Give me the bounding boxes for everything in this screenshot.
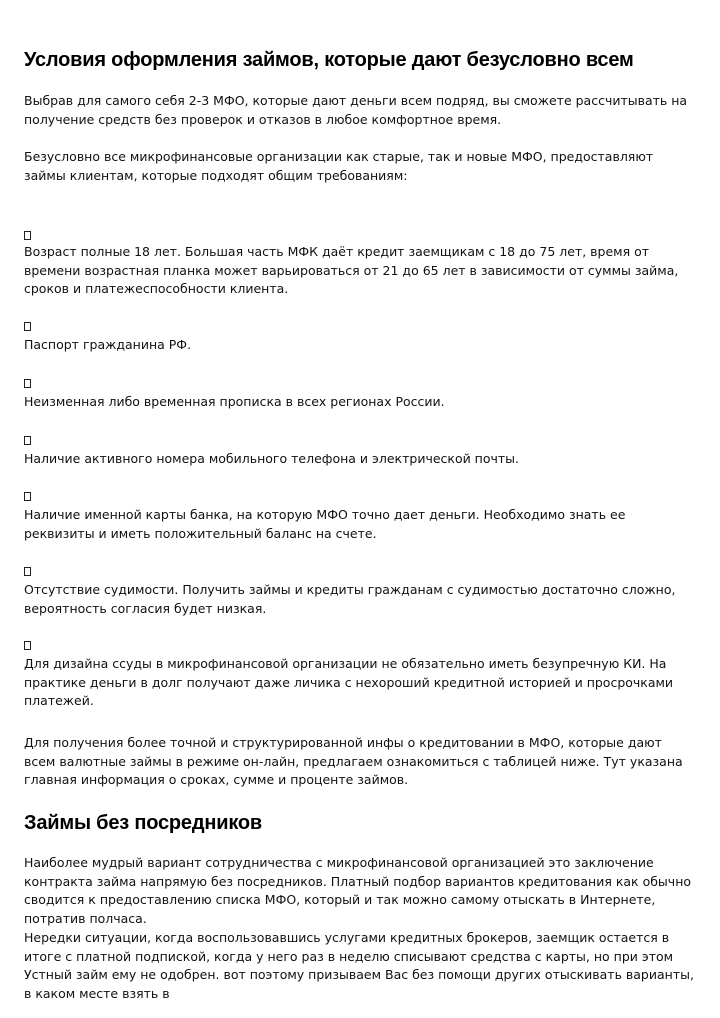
checkbox-bullet-icon [24, 641, 31, 650]
requirement-item-phone: Наличие активного номера мобильного телефона и электрической почты. [24, 451, 520, 466]
checkbox-bullet-icon [24, 322, 31, 331]
page-title: Условия оформления займов, которые дают безусловно всем [24, 49, 634, 71]
section-heading-no-intermediaries: Займы без посредников [24, 812, 262, 834]
checkbox-bullet-icon [24, 436, 31, 445]
requirement-item-age: Возраст полные 18 лет. Большая часть МФК даёт кредит заемщикам с 18 до 75 лет, время от времени возрастная планка может варьироваться от 21 до 65 лет в зависимости от суммы займа, сроков и платежеспособности клиента. [24, 244, 679, 297]
requirement-item-passport: Паспорт гражданина РФ. [24, 337, 192, 352]
requirement-item-credit-history: Для дизайна ссуды в микрофинансовой организации не обязательно иметь безупречную КИ. На практике деньги в долг получают даже личика с нехороший кредитной историей и просрочками платежей. [24, 656, 674, 709]
checkbox-bullet-icon [24, 492, 31, 501]
checkbox-bullet-icon [24, 567, 31, 576]
requirement-item-bank-card: Наличие именной карты банка, на которую МФО точно дает деньги. Необходимо знать ее реквизиты и иметь положительный баланс на счете. [24, 507, 626, 541]
section2-paragraph-2: Нередки ситуации, когда воспользовавшись услугами кредитных брокеров, заемщик остается в итоге с платной подпиской, когда у него раз в неделю списывают средства с карты, но при этом Устный займ ему не одобрен. вот поэтому призываем Вас без помощи других отыскивать варианты, в каком месте взять в [24, 930, 694, 1001]
checkbox-bullet-icon [24, 379, 31, 388]
section2-paragraph-1: Наиболее мудрый вариант сотрудничества с микрофинансовой организацией это заключение контракта займа напрямую без посредников. Платный подбор вариантов кредитования как обычно сводится к предоставлению списка МФО, который и так можно самому отыскать в Интернете, потратив полчаса. [24, 855, 692, 926]
requirement-item-criminal-record: Отсутствие судимости. Получить займы и кредиты гражданам с судимостью достаточно сложно, вероятность согласия будет низкая. [24, 582, 676, 616]
requirement-item-registration: Неизменная либо временная прописка в всех регионах России. [24, 394, 445, 409]
after-list-paragraph: Для получения более точной и структурированной инфы о кредитовании в МФО, которые дают всем валютные займы в режиме он-лайн, предлагаем ознакомиться с таблицей ниже. Тут указана главная информация о сроках, сумме и проценте займов. [24, 735, 683, 788]
checkbox-bullet-icon [24, 231, 31, 240]
intro-paragraph-1: Выбрав для самого себя 2-3 МФО, которые дают деньги всем подряд, вы сможете рассчитывать на получение средств без проверок и отказов в любое комфортное время. [24, 93, 688, 127]
intro-paragraph-2: Безусловно все микрофинансовые организации как старые, так и новые МФО, предоставляют займы клиентам, которые подходят общим требованиям: [24, 149, 654, 183]
